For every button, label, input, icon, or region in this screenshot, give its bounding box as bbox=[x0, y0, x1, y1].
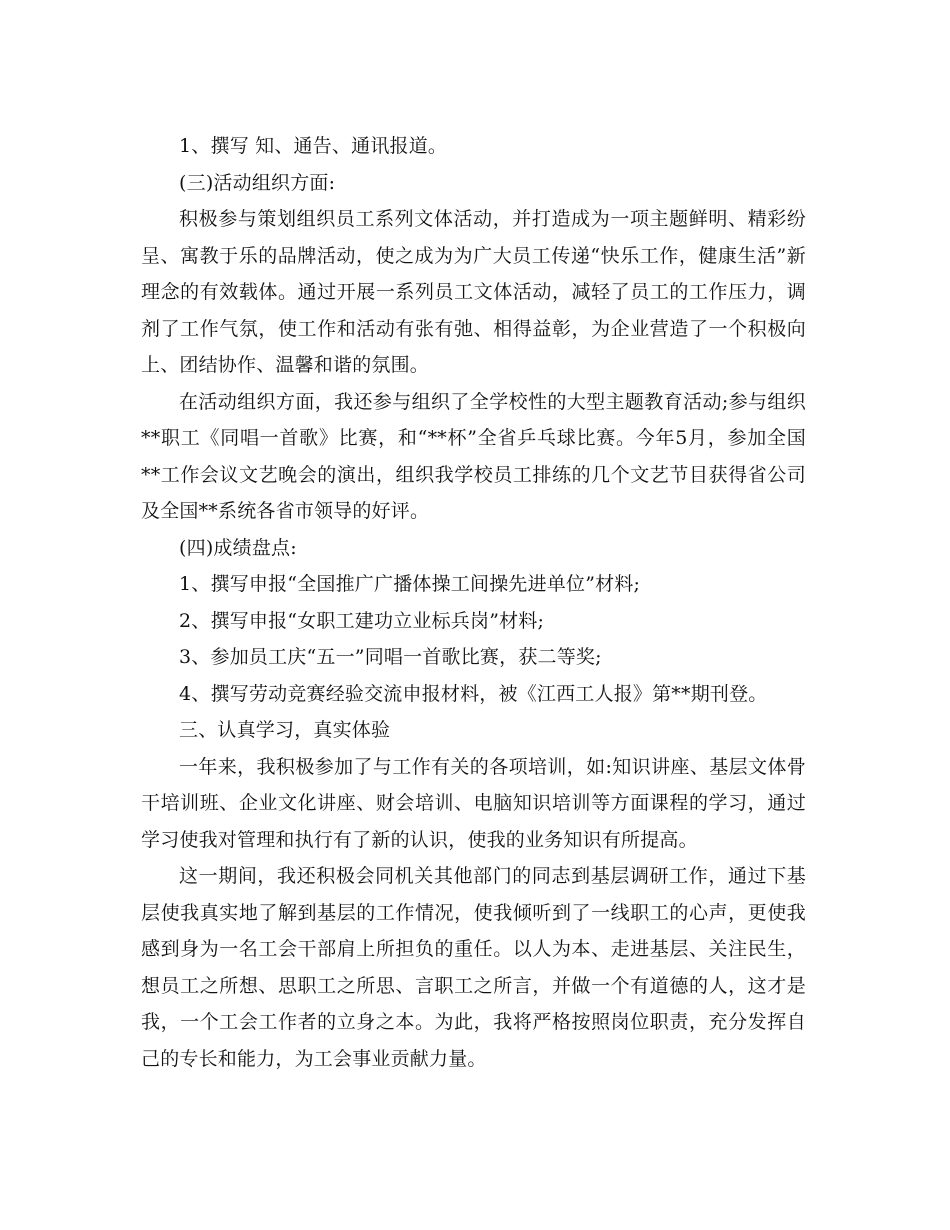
paragraph-notice-writing: 1、撰写 知、通告、通讯报道。 bbox=[179, 135, 448, 157]
document-body bbox=[141, 128, 806, 1077]
heading-achievements: (四)成绩盘点: bbox=[179, 536, 297, 559]
heading-activity-organization: (三)活动组织方面: bbox=[179, 171, 336, 194]
list-item-achievement-3: 3、参加员工庆“五一”同唱一首歌比赛，获二等奖; bbox=[179, 646, 602, 668]
heading-study-experience: 三、认真学习，真实体验 bbox=[179, 719, 391, 741]
paragraph-grassroots-research: 这一期间，我还积极会同机关其他部门的同志到基层调研工作，通过下基层使我真实地了解到基层的工作情况，使我倾听到了一线职工的心声，更使我感到身为一名工会干部肩上所担负的重任。以人为本、走进基层、关注民生，想员工之所想、思职工之所思、言职工之所言，并做一个有道德的人，这才是我，一个工会工作者的立身之本。为此，我将严格按照岗位职责，充分发挥自己的专长和能力，为工会事业贡献力量。 bbox=[141, 865, 806, 1070]
list-item-achievement-2: 2、撰写申报“女职工建功立业标兵岗”材料; bbox=[179, 609, 545, 632]
paragraph-activity-organization: 在活动组织方面，我还参与组织了全学校性的大型主题教育活动;参与组织**职工《同唱一首歌》比赛，和“**杯”全省乒乓球比赛。今年5月，参加全国**工作会议文艺晚会的演出，组织我学校员工排练的几个文艺节目获得省公司及全国**系统各省市领导的好评。 bbox=[141, 390, 806, 522]
paragraph-cultural-activities: 积极参与策划组织员工系列文体活动，并打造成为一项主题鲜明、精彩纷呈、寓教于乐的品牌活动，使之成为为广大员工传递“快乐工作，健康生活”新理念的有效载体。通过开展一系列员工文体活动，减轻了员工的工作压力，调剂了工作气氛，使工作和活动有张有弛、相得益彰，为企业营造了一个积极向上、团结协作、温馨和谐的氛围。 bbox=[141, 208, 806, 376]
paragraph-training: 一年来，我积极参加了与工作有关的各项培训，如:知识讲座、基层文体骨干培训班、企业文化讲座、财会培训、电脑知识培训等方面课程的学习，通过学习使我对管理和执行有了新的认识，使我的业务知识有所提高。 bbox=[141, 755, 806, 851]
list-item-achievement-4: 4、撰写劳动竞赛经验交流申报材料，被《江西工人报》第**期刊登。 bbox=[179, 682, 768, 705]
list-item-achievement-1: 1、撰写申报“全国推广广播体操工间操先进单位”材料; bbox=[179, 573, 641, 595]
